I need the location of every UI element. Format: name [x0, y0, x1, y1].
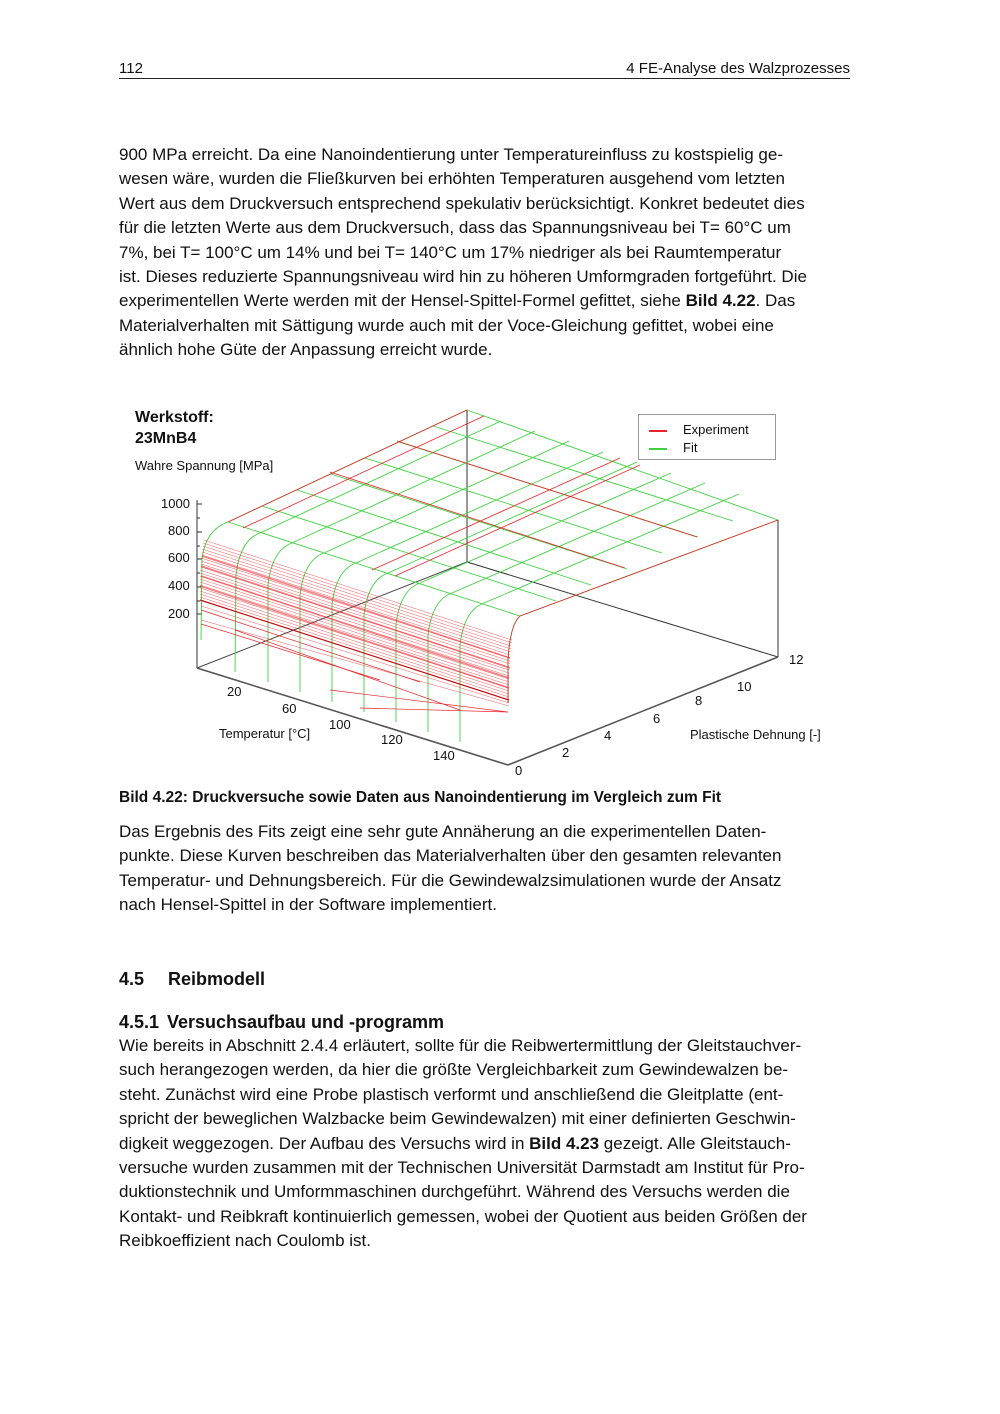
x-tick: 100	[329, 717, 351, 732]
text-line: Das Ergebnis des Fits zeigt eine sehr gute Annäherung an die experimentellen Daten-	[119, 822, 767, 841]
x-axis-label: Temperatur [°C]	[219, 726, 311, 741]
x-tick: 140	[433, 748, 455, 763]
text-line: Temperatur- und Dehnungsbereich. Für die Gewindewalzsimulationen wurde der Ansatz	[119, 870, 782, 890]
x-tick: 60	[282, 701, 297, 716]
text-line: 7%, bei T= 100°C um 14% und bei T= 140°C um 17% niedriger als bei Raumtemperatur	[119, 242, 782, 262]
y-tick: 8	[695, 693, 703, 708]
text-line: Reibkoeffizient nach Coulomb ist.	[119, 1231, 371, 1251]
page-number: 112	[119, 60, 143, 77]
z-tick: 1000	[161, 496, 190, 511]
red-line-swatch-icon	[649, 430, 667, 432]
y-tick: 0	[515, 763, 523, 778]
text-line: Materialverhalten mit Sättigung wurde auch mit der Voce-Gleichung gefittet, wobei eine	[119, 315, 774, 335]
text-line: ist. Dieses reduzierte Spannungsniveau wird hin zu höheren Umformgraden fortgeführt. Die	[119, 267, 807, 287]
text-line: experimentellen Werte werden mit der Hensel-Spittel-Formel gefittet, siehe Bild 4.22. Das	[119, 291, 796, 311]
text-line: punkte. Diese Kurven beschreiben das Materialverhalten über den gesamten relevanten	[119, 846, 782, 866]
text-line: Wert aus dem Druckversuch entsprechend spekulativ berücksichtigt. Konkret bedeutet dies	[119, 193, 805, 213]
x-tick: 20	[227, 684, 242, 699]
figure-reference[interactable]: Bild 4.23	[529, 1133, 600, 1153]
y-tick: 4	[604, 728, 612, 743]
text-line: für die letzten Werte aus dem Druckversuch, dass das Spannungsniveau bei T= 60°C um	[119, 218, 791, 238]
text-line: digkeit weggezogen. Der Aufbau des Versuchs wird in Bild 4.23 gezeigt. Alle Gleitstauch-	[119, 1133, 791, 1153]
z-tick: 800	[168, 523, 190, 538]
text-line: such herangezogen werden, da hier die größte Vergleichbarkeit zum Gewindewalzen be-	[119, 1060, 789, 1080]
text-line: versuche wurden zusammen mit der Technischen Universität Darmstadt am Institut für Pro-	[119, 1158, 805, 1178]
y-axis-label: Plastische Dehnung [-]	[690, 727, 821, 742]
y-tick: 10	[737, 679, 752, 694]
y-tick: 2	[562, 745, 570, 760]
text-line: nach Hensel-Spittel in der Software implementiert.	[119, 895, 497, 915]
z-tick: 400	[168, 578, 190, 593]
green-line-swatch-icon	[649, 448, 667, 450]
subsection-heading: 4.5.1 Versuchsaufbau und -programm	[119, 1012, 445, 1032]
text-line: Wie bereits in Abschnitt 2.4.4 erläutert, sollte für die Reibwertermittlung der Gleitstauchver-	[119, 1036, 802, 1055]
text-line: steht. Zunächst wird eine Probe plastisch verformt und anschließend die Gleitplatte (ent-	[119, 1084, 784, 1104]
figure-caption: Bild 4.22: Druckversuche sowie Daten aus Nanoindentierung im Vergleich zum Fit	[119, 789, 722, 806]
text-line: 900 MPa erreicht. Da eine Nanoindentierung unter Temperatureinfluss zu kostspielig ge-	[119, 145, 784, 164]
z-tick: 200	[168, 606, 190, 621]
z-axis-label: Wahre Spannung [MPa]	[135, 458, 274, 473]
y-tick: 6	[653, 711, 661, 726]
x-tick: 120	[381, 732, 403, 747]
figure-reference[interactable]: Bild 4.22	[685, 291, 756, 311]
z-tick: 600	[168, 550, 190, 565]
text-line: ähnlich hohe Güte der Anpassung erreicht wurde.	[119, 340, 493, 360]
paragraph-test-setup	[119, 1034, 857, 1254]
y-tick: 12	[789, 652, 804, 667]
material-title: Werkstoff: 23MnB4	[135, 409, 214, 447]
paragraph-fit-result	[119, 820, 857, 918]
chart-legend: Experiment Fit	[638, 414, 776, 460]
text-line: Kontakt- und Reibkraft kontinuierlich gemessen, wobei der Quotient aus beiden Größen der	[119, 1206, 807, 1226]
chapter-title: 4 FE-Analyse des Walzprozesses	[626, 60, 850, 77]
section-heading: 4.5 Reibmodell	[119, 969, 266, 989]
text-line: spricht der beweglichen Walzbacke beim Gewindewalzen) mit einer definierten Geschwin-	[119, 1109, 796, 1129]
text-line: duktionstechnik und Umformmaschinen durchgeführt. Während des Versuchs werden die	[119, 1182, 790, 1202]
text-line: wesen wäre, wurden die Fließkurven bei erhöhten Temperaturen ausgehend vom letzten	[119, 169, 785, 189]
